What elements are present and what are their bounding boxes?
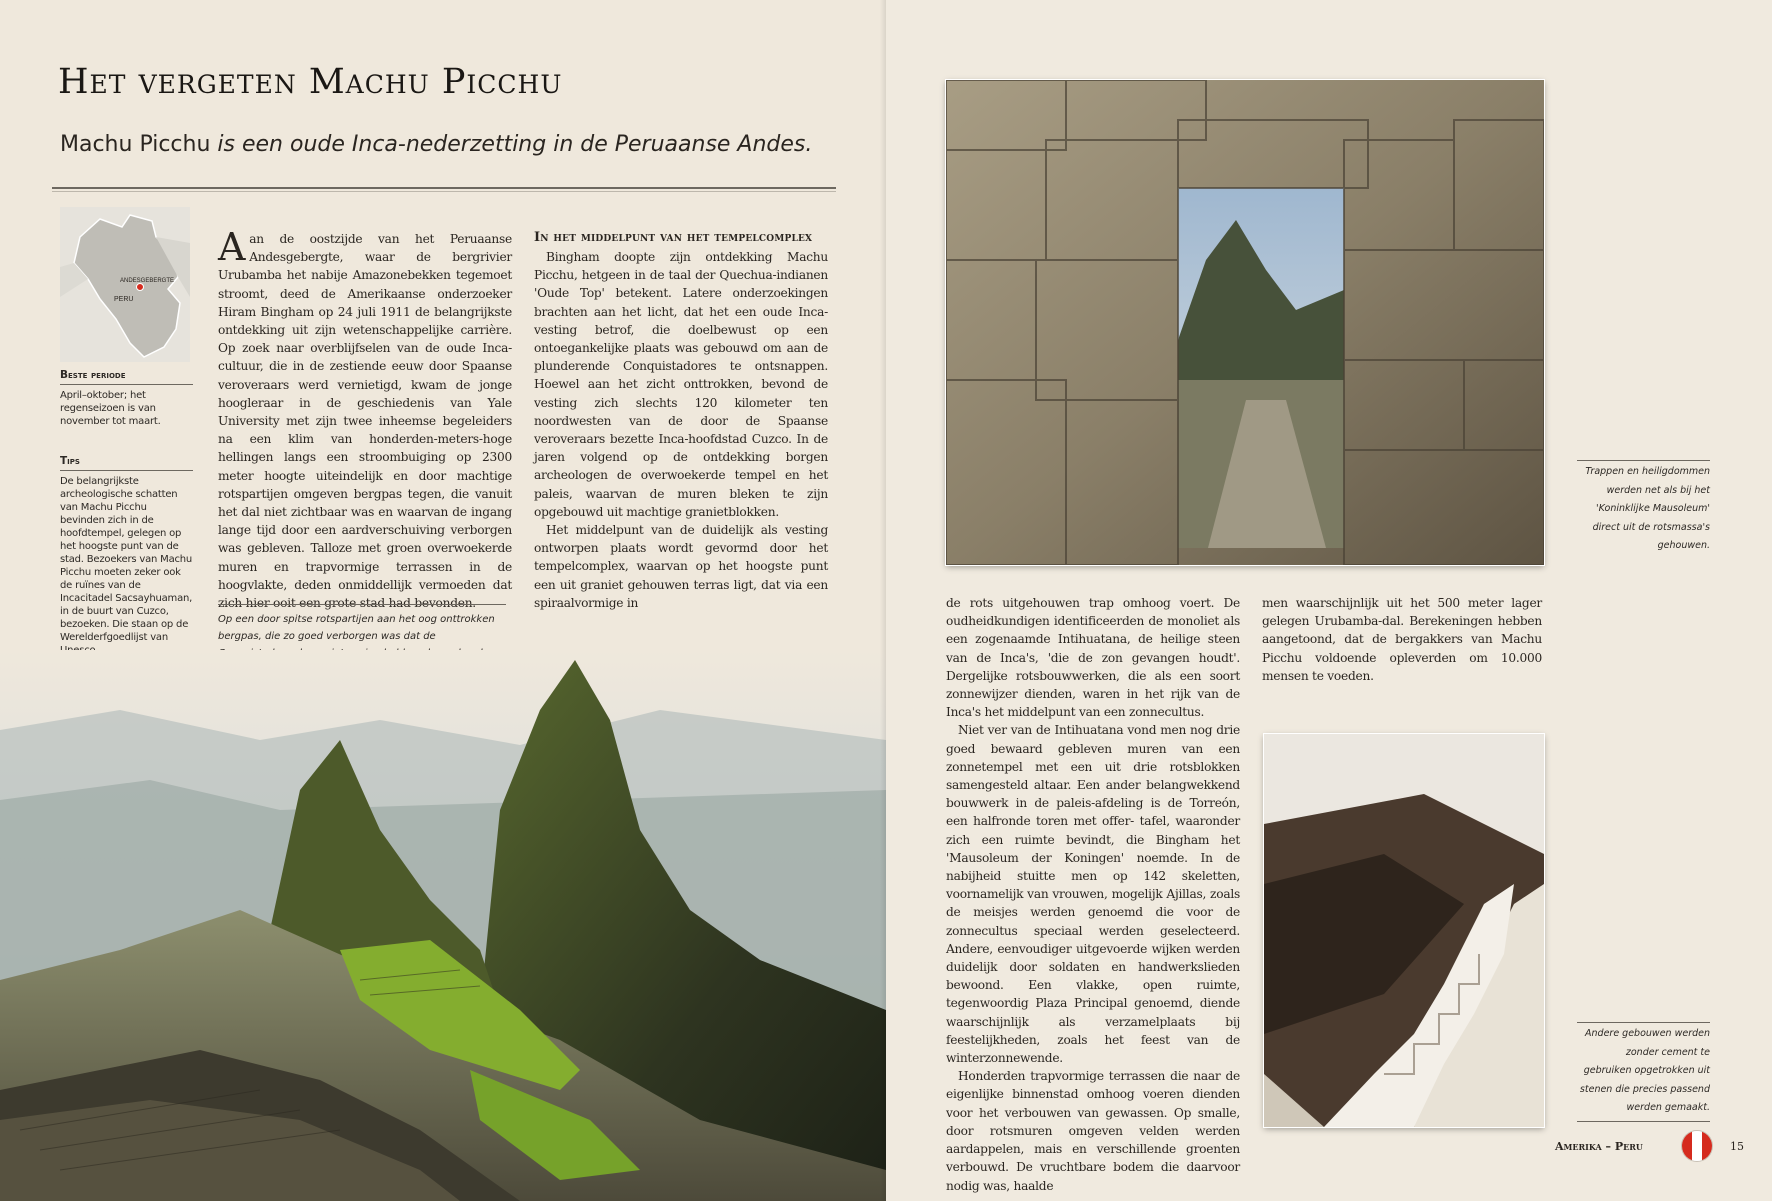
peru-flag-icon bbox=[1682, 1131, 1712, 1161]
sidebar-tips bbox=[60, 455, 193, 657]
peru-map-graphic bbox=[60, 207, 190, 362]
sidebar-best-title: Beste periode bbox=[60, 369, 193, 385]
drop-cap: A bbox=[218, 225, 246, 269]
section-heading: In het middelpunt van het tempelcomplex bbox=[534, 230, 813, 245]
col3-paragraph-1: de rots uitgehouwen trap omhoog voert. De oudheidkundigen identificeerden de monoliet als een zogenaamde Intihuatana, de heilige steen van de Inca's, 'die de zon gevangen houdt'. Dergelijke rotsbouwwerken, die als een soort zonnewijzer dienden, waren in het rijk van de Inca's het middelpunt van een zonnecultus. bbox=[946, 596, 1240, 720]
body-column-4 bbox=[1262, 594, 1542, 685]
caption-doorway: Trappen en heiligdommen werden net als bij het 'Koninklijke Mausoleum' direct uit de rotsmassa's gehouwen. bbox=[1577, 460, 1710, 556]
pull-quote: Op een door spitse rotspartijen aan het oog onttrokken bergpas, die zo goed verborgen was dat de bbox=[218, 604, 506, 679]
body-column-3 bbox=[946, 594, 1240, 1195]
footer-section-label: Amerika – Peru bbox=[1555, 1140, 1643, 1153]
sidebar-tips-text: De belangrijkste archeologische schatten van Machu Picchu bevinden zich in de hoofdtempel, gelegen op het hoogste punt van de stad. Bezoekers van Machu Picchu moeten zeker ook de ruïnes van de Incacitadel Sacsayhuaman, in de buurt van Cuzco, bezoeken. Die staan op de Werelderfgoedlijst van bbox=[60, 476, 193, 643]
col2-paragraph-2: Het middelpunt van de duidelijk als vesting ontworpen plaats wordt gevormd door het tempelcomplex, waarvan op het hoogste punt een uit graniet gehouwen terras ligt, dat via een spiraalvormige in bbox=[534, 523, 828, 610]
carved-stairs-photo bbox=[1264, 734, 1544, 1127]
body-column-1 bbox=[218, 225, 512, 612]
col3-paragraph-2: Niet ver van de Intihuatana vond men nog drie goed bewaard gebleven muren van een zonnetempel met een uit drie rotsblokken samengesteld altaar. Een ander belangwekkend bouwwerk in de paleis-afdeling is de Torreón, een halfronde toren met offer- tafel, waaronder zich een ruimte bevindt, die Bingham het 'Mausoleum der Koningen' noemde. In de nabijheid stuitte men op 142 skeletten, voornamelijk van vrouwen, mogelijk Ajillas, zoals de meisjes werden genoemd die voor de zonnecultus speciaal werden geselecteerd. Andere, eenvoudiger uitgevoerde wijken werden duidelijk door soldaten en handwerkslieden bewoond. Een vlakke, open ruimte, tegenwoordig Plaza Principal genoemd, diende waarschijnlijk als verzamelplaats bij feestelijkheden, zoals het feest van de winterzonnewende. bbox=[946, 723, 1240, 1066]
body-column-2 bbox=[534, 230, 828, 612]
stone-doorway-photo bbox=[946, 80, 1544, 565]
col3-paragraph-3: Honderden trapvormige terrassen die naar de eigenlijke binnenstad omhoog voeren dienden voor het verbouwen van gewassen. Op smalle, door rotsmuren omgeven velden werden aardappelen, mais en verschillende groenten verbouwd. De vruchtbare bodem die daarvoor nodig was, haalde bbox=[946, 1069, 1240, 1193]
col4-paragraph-1: men waarschijnlijk uit het 500 meter lager gelegen Urubamba-dal. Berekeningen hebben aangetoond, dat de bergakkers van Machu Picchu voldoende opleverden om 10.000 mensen te voeden. bbox=[1262, 596, 1542, 683]
intro-text: an de oostzijde van het Peruaanse Andesgebergte, waar de bergrivier Urubamba het nabije Amazonebekken tegemoet stroomt, deed de Amerikaanse onderzoeker Hiram Bingham op 24 juli 1911 de belangrijkste ontdekking uit zijn wetenschappelijke carrière. Op zoek naar overblijfselen van de oude Inca-cultuur, die in de zestiende eeuw door Spaanse veroveraars werd vernietigd, kwam de jonge hoogleraar in de geschiedenis van Yale University met zijn twee inheemse begeleiders na een klim van honderden-meters-hoge hellingen langs een stroombuiging op 2300 meter hoogte uiteindelijk en door machtige rotspartijen omgeven bergpas tegen, die vanuit het dal niet zichtbaar was en waarvan de ingang lange tijd door een aardverschuiving verborgen was gebleven. Talloze met groen overwoekerde muren en trapvormige terrassen in de hoogvlakte, deden onmiddellijk vermoeden dat zich hier ooit een grote stad had bevonden. bbox=[218, 232, 512, 611]
sidebar-best-period bbox=[60, 369, 193, 428]
locator-map bbox=[60, 207, 190, 362]
right-page bbox=[886, 0, 1772, 1201]
subtitle-rest: is een oude Inca-nederzetting in de Peruaanse Andes. bbox=[210, 132, 813, 157]
page-number: 15 bbox=[1730, 1140, 1744, 1153]
title-divider-thin bbox=[52, 191, 836, 192]
sidebar-tips-title: Tips bbox=[60, 455, 193, 471]
caption-stairs: Andere gebouwen werden zonder cement te gebruiken opgetrokken uit stenen die precies passend werden gemaakt. bbox=[1577, 1022, 1710, 1122]
page-subtitle bbox=[60, 132, 812, 157]
sidebar-best-text: April–oktober; het regenseizoen is van november tot maart. bbox=[60, 390, 161, 427]
machu-picchu-landscape-photo bbox=[0, 650, 886, 1201]
intro-paragraph bbox=[218, 225, 512, 612]
col2-paragraph-1: Bingham doopte zijn ontdekking Machu Picchu, hetgeen in de taal der Quechua-indianen 'Oude Top' betekent. Latere onderzoekingen brachten aan het licht, dat het een oude Inca-vesting betrof, die doelbewust op een ontoegankelijke plaats was gebouwd om aan de plunderende Conquistadores te ontsnappen. Hoewel aan het zicht onttrokken, bevond de vesting zich slechts 120 kilometer ten noordwesten van de door de Spaanse veroveraars bezette Inca-hoofdstad Cuzco. In de jaren volgend op de ontdekking borgen archeologen de overwoekerde tempel en het paleis, waarvan de muren bleken te zijn opgebouwd uit machtige granietblokken. bbox=[534, 250, 828, 519]
subtitle-name: Machu Picchu bbox=[60, 132, 211, 157]
map-label-range: ANDESGEBERGTE bbox=[120, 278, 175, 284]
page-title: Het vergeten Machu Picchu bbox=[58, 62, 563, 102]
title-divider bbox=[52, 187, 836, 189]
map-label-country: PERU bbox=[114, 296, 134, 303]
